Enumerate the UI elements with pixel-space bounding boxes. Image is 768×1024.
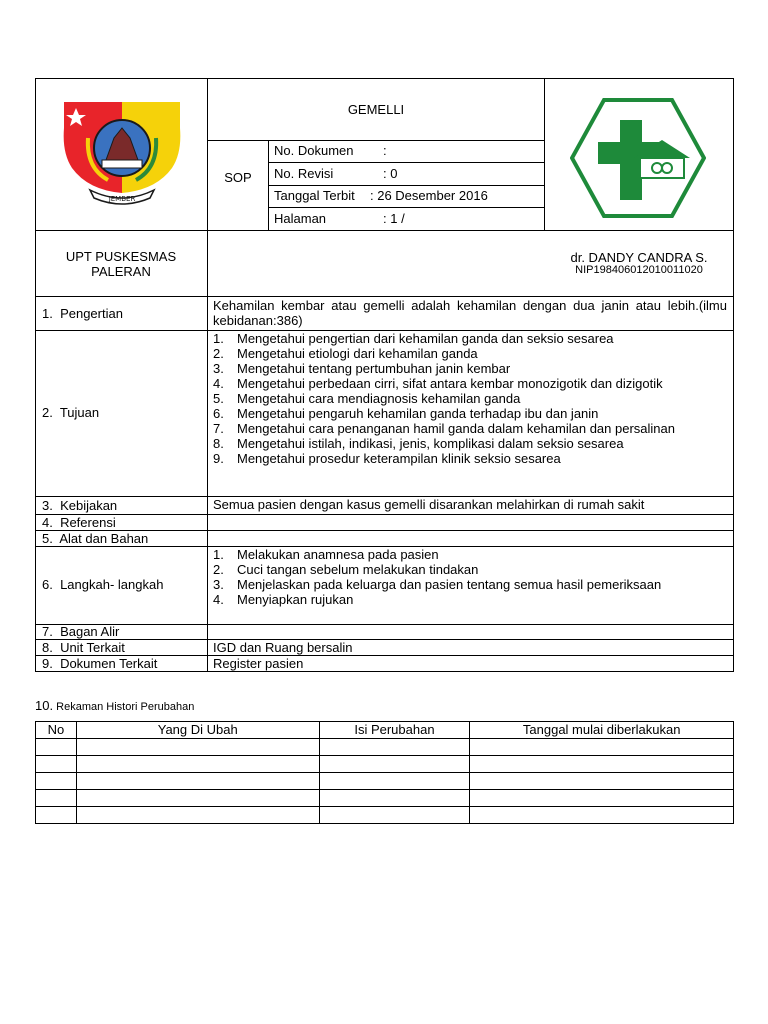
- column-header-no: No: [36, 722, 77, 739]
- list-item: 2. Cuci tangan sebelum melakukan tindakan: [213, 562, 479, 577]
- section-text-kebijakan: Semua pasien dengan kasus gemelli disarankan melahirkan di rumah sakit: [213, 497, 645, 512]
- table-cell: [36, 756, 77, 773]
- list-item: 3. Mengetahui tentang pertumbuhan janin kembar: [213, 361, 511, 376]
- table-cell: [36, 807, 77, 824]
- section-label-dokumen: 9. Dokumen Terkait: [42, 656, 158, 671]
- table-cell: [470, 739, 734, 756]
- divider: [35, 296, 734, 297]
- table-cell: [36, 739, 77, 756]
- history-heading-number: 10.: [35, 698, 54, 713]
- table-cell: [470, 773, 734, 790]
- table-cell: [470, 790, 734, 807]
- history-heading: [35, 699, 194, 714]
- org-name-line1: UPT PUSKESMAS: [65, 249, 177, 264]
- list-item: 4. Menyiapkan rujukan: [213, 592, 354, 607]
- table-cell: [319, 773, 470, 790]
- puskesmas-logo-icon: [570, 96, 706, 220]
- org-name: [35, 249, 207, 279]
- section-label-langkah: 6. Langkah- langkah: [42, 577, 164, 592]
- table-cell: [76, 739, 319, 756]
- table-cell: [319, 756, 470, 773]
- document-title: GEMELLI: [347, 102, 405, 117]
- langkah-list: [213, 547, 727, 607]
- divider: [35, 230, 734, 231]
- list-item: 8. Mengetahui istilah, indikasi, jenis, komplikasi dalam seksio sesarea: [213, 436, 624, 451]
- table-row: [36, 790, 734, 807]
- column-header-yang-di-ubah: Yang Di Ubah: [76, 722, 319, 739]
- divider: [268, 185, 544, 186]
- table-cell: [36, 790, 77, 807]
- divider: [544, 78, 545, 230]
- column-header-tanggal: Tanggal mulai diberlakukan: [470, 722, 734, 739]
- table-row: [36, 756, 734, 773]
- divider: [35, 514, 734, 515]
- table-cell: [470, 756, 734, 773]
- meta-value-tanggal-terbit: : 26 Desember 2016: [370, 188, 488, 203]
- meta-label-no-revisi: No. Revisi: [274, 166, 334, 181]
- list-item: 1. Melakukan anamnesa pada pasien: [213, 547, 439, 562]
- table-cell: [319, 807, 470, 824]
- section-label-kebijakan: 3. Kebijakan: [42, 498, 118, 513]
- section-label-referensi: 4. Referensi: [42, 515, 116, 530]
- org-name-line2: PALERAN: [91, 264, 151, 279]
- divider: [207, 140, 544, 141]
- table-cell: [76, 807, 319, 824]
- table-header-row: [36, 722, 734, 739]
- section-label-tujuan: 2. Tujuan: [42, 405, 100, 420]
- table-row: [36, 773, 734, 790]
- list-item: 5. Mengetahui cara mendiagnosis kehamilan ganda: [213, 391, 521, 406]
- sop-label: SOP: [224, 170, 252, 185]
- table-cell: [319, 790, 470, 807]
- column-header-isi-perubahan: Isi Perubahan: [319, 722, 470, 739]
- table-cell: [76, 756, 319, 773]
- list-item: 9. Mengetahui prosedur keterampilan klinik seksio sesarea: [213, 451, 561, 466]
- list-item: 2. Mengetahui etiologi dari kehamilan ganda: [213, 346, 478, 361]
- section-label-alat: 5. Alat dan Bahan: [42, 531, 149, 546]
- section-label-pengertian: 1. Pengertian: [42, 306, 123, 321]
- table-cell: [470, 807, 734, 824]
- jember-emblem-icon: [58, 98, 186, 210]
- section-label-bagan: 7. Bagan Alir: [42, 624, 120, 639]
- table-cell: [76, 773, 319, 790]
- meta-label-no-dokumen: No. Dokumen: [274, 143, 354, 158]
- meta-label-tanggal-terbit: Tanggal Terbit: [274, 188, 355, 203]
- table-cell: [36, 773, 77, 790]
- section-text-pengertian: Kehamilan kembar atau gemelli adalah kehamilan dengan dua janin atau lebih.(ilmu kebidanan:386): [213, 298, 727, 328]
- table-row: [36, 739, 734, 756]
- meta-value-no-dokumen: :: [383, 143, 387, 158]
- list-item: 7. Mengetahui cara penanganan hamil ganda dalam kehamilan dan persalinan: [213, 421, 675, 436]
- section-label-unit: 8. Unit Terkait: [42, 640, 125, 655]
- divider: [207, 296, 208, 672]
- list-item: 1. Mengetahui pengertian dari kehamilan ganda dan seksio sesarea: [213, 331, 614, 346]
- history-table: [35, 721, 734, 824]
- tujuan-list: [213, 331, 727, 466]
- meta-value-no-revisi: : 0: [383, 166, 398, 181]
- divider: [35, 624, 734, 625]
- signer-name: dr. DANDY CANDRA S.: [570, 250, 708, 265]
- meta-value-halaman: : 1 /: [383, 211, 405, 226]
- section-text-dokumen: Register pasien: [213, 656, 304, 671]
- table-cell: [319, 739, 470, 756]
- divider: [268, 162, 544, 163]
- svg-text:JEMBER: JEMBER: [108, 195, 136, 203]
- table-cell: [76, 790, 319, 807]
- list-item: 4. Mengetahui perbedaan cirri, sifat antara kembar monozigotik dan dizigotik: [213, 376, 663, 391]
- list-item: 6. Mengetahui pengaruh kehamilan ganda terhadap ibu dan janin: [213, 406, 599, 421]
- divider: [268, 207, 544, 208]
- list-item: 3. Menjelaskan pada keluarga dan pasien tentang semua hasil pemeriksaan: [213, 577, 662, 592]
- section-text-unit: IGD dan Ruang bersalin: [213, 640, 353, 655]
- meta-label-halaman: Halaman: [274, 211, 327, 226]
- history-heading-text: Rekaman Histori Perubahan: [56, 701, 195, 713]
- table-row: [36, 807, 734, 824]
- signer-nip: NIP198406012010011020: [575, 264, 703, 276]
